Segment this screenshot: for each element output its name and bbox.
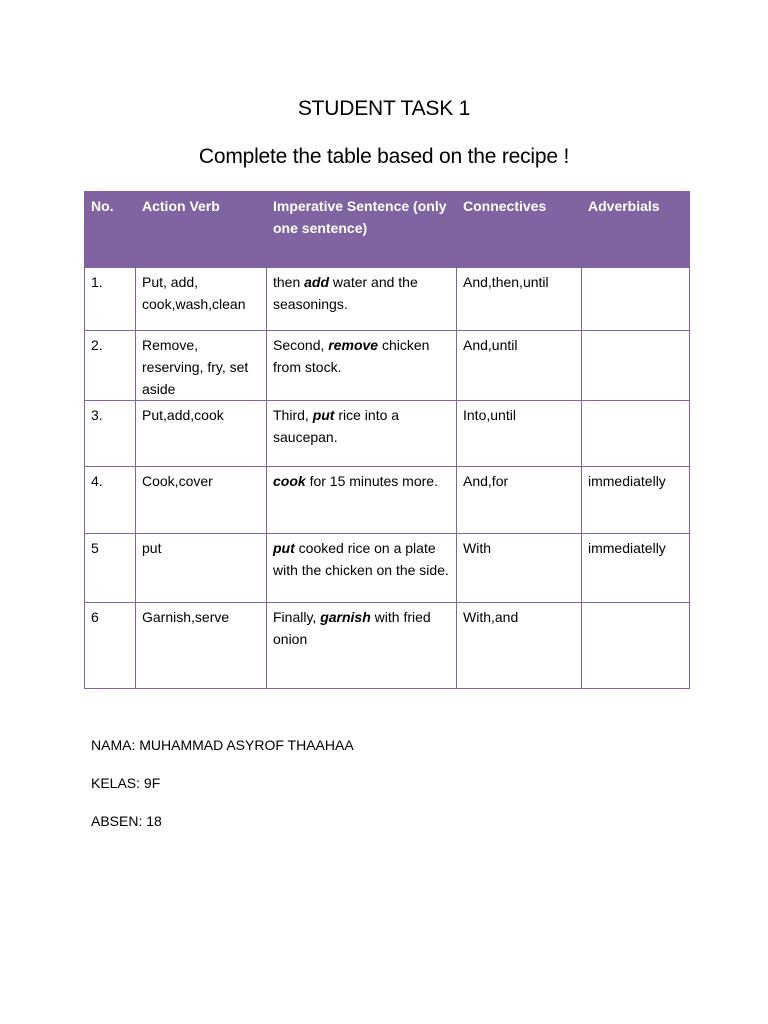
- cell-no: 3.: [85, 401, 136, 467]
- student-name: NAMA: MUHAMMAD ASYROF THAAHAA: [91, 737, 354, 753]
- sentence-verb: put: [273, 540, 295, 556]
- sentence-start: then: [273, 274, 305, 290]
- cell-action-verb: Put, add, cook,wash,clean: [136, 268, 267, 331]
- table-row: [85, 534, 690, 603]
- cell-adverbials: immediatelly: [582, 467, 690, 534]
- cell-imperative-sentence: [267, 401, 457, 467]
- cell-action-verb: Put,add,cook: [136, 401, 267, 467]
- cell-imperative-sentence: [267, 268, 457, 331]
- cell-imperative-sentence: [267, 534, 457, 603]
- sentence-rest: for 15 minutes more.: [305, 473, 438, 489]
- sentence-rest: with fried onion: [273, 609, 431, 647]
- student-absen: ABSEN: 18: [91, 813, 162, 829]
- cell-connectives: And,then,until: [457, 268, 582, 331]
- table-row: [85, 401, 690, 467]
- sentence-rest: water and the seasonings.: [273, 274, 418, 312]
- cell-connectives: Into,until: [457, 401, 582, 467]
- cell-adverbials: immediatelly: [582, 534, 690, 603]
- sentence-start: Third,: [273, 407, 313, 423]
- cell-no: 1.: [85, 268, 136, 331]
- table-header-row: [85, 192, 690, 268]
- cell-connectives: And,until: [457, 331, 582, 401]
- header-no: No.: [85, 192, 136, 268]
- cell-no: 4.: [85, 467, 136, 534]
- header-imperative-sentence: Imperative Sentence (only one sentence): [267, 192, 457, 268]
- header-action-verb: Action Verb: [136, 192, 267, 268]
- table-row: [85, 603, 690, 689]
- header-adverbials: Adverbials: [582, 192, 690, 268]
- sentence-verb: cook: [273, 473, 306, 489]
- document-title: STUDENT TASK 1: [297, 97, 471, 120]
- cell-action-verb: put: [136, 534, 267, 603]
- cell-adverbials: [582, 603, 690, 689]
- cell-action-verb: Garnish,serve: [136, 603, 267, 689]
- sentence-rest: chicken from stock.: [273, 337, 430, 375]
- table-row: [85, 331, 690, 401]
- sentence-verb: garnish: [320, 609, 371, 625]
- recipe-table: [84, 191, 690, 689]
- cell-no: 2.: [85, 331, 136, 401]
- cell-imperative-sentence: [267, 331, 457, 401]
- student-class: KELAS: 9F: [91, 775, 161, 791]
- sentence-verb: put: [312, 407, 335, 423]
- sentence-start: Second,: [273, 337, 329, 353]
- cell-connectives: With,and: [457, 603, 582, 689]
- table-row: [85, 268, 690, 331]
- cell-imperative-sentence: [267, 467, 457, 534]
- sentence-verb: add: [304, 274, 330, 290]
- sentence-verb: remove: [328, 337, 379, 353]
- sentence-rest: cooked rice on a plate with the chicken on the side.: [273, 540, 449, 578]
- table-row: [85, 467, 690, 534]
- sentence-rest: rice into a saucepan.: [273, 407, 400, 445]
- header-connectives: Connectives: [457, 192, 582, 268]
- cell-adverbials: [582, 401, 690, 467]
- cell-adverbials: [582, 268, 690, 331]
- document-subtitle: Complete the table based on the recipe !: [198, 145, 570, 168]
- cell-action-verb: Cook,cover: [136, 467, 267, 534]
- cell-imperative-sentence: [267, 603, 457, 689]
- sentence-start: Finally,: [273, 609, 321, 625]
- cell-connectives: And,for: [457, 467, 582, 534]
- cell-connectives: With: [457, 534, 582, 603]
- cell-action-verb: Remove, reserving, fry, set aside: [136, 331, 267, 401]
- cell-no: 5: [85, 534, 136, 603]
- cell-no: 6: [85, 603, 136, 689]
- cell-adverbials: [582, 331, 690, 401]
